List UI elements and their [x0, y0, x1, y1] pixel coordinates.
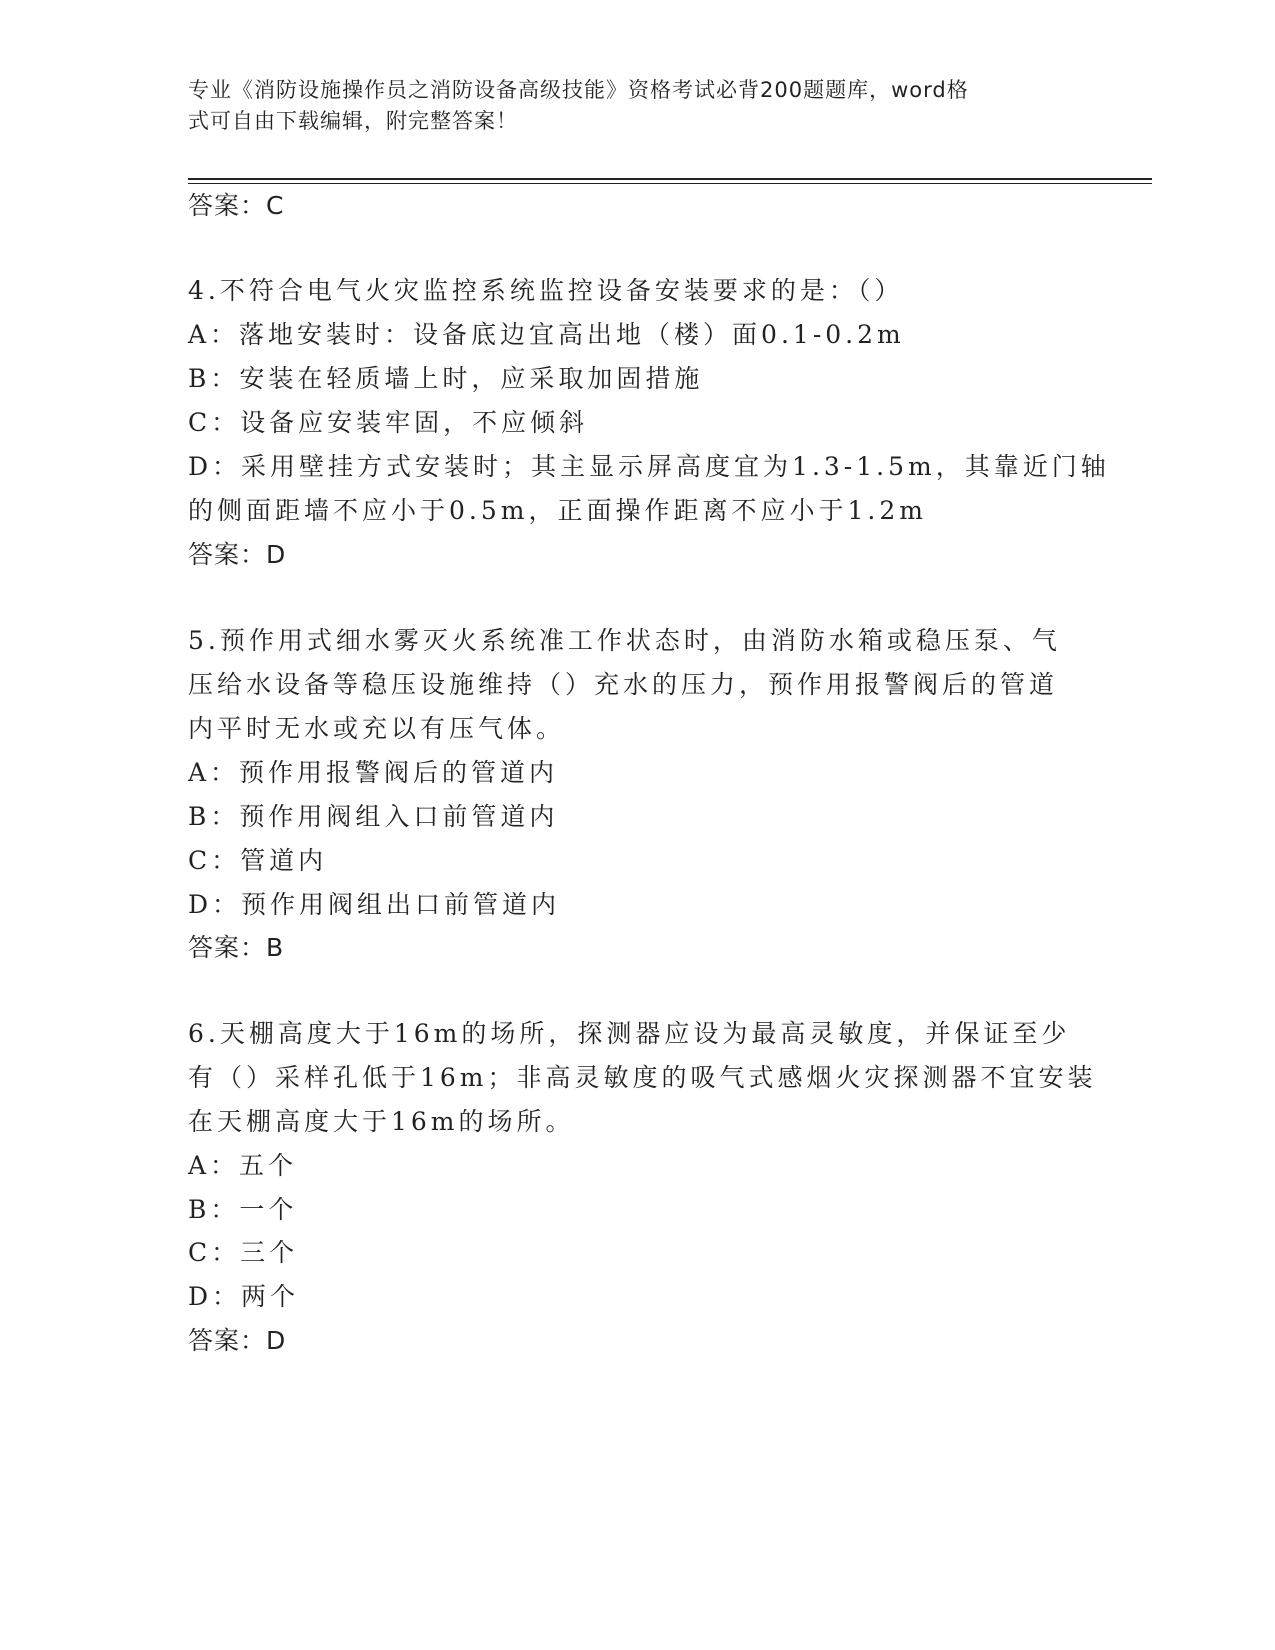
question-5-option-c: C：管道内 — [188, 846, 328, 875]
question-6-option-c: C：三个 — [188, 1238, 299, 1267]
question-6-option-a: A：五个 — [188, 1151, 298, 1180]
question-5-stem-1: 5.预作用式细水雾灭火系统准工作状态时，由消防水箱或稳压泵、气 — [188, 626, 1061, 655]
question-5-stem-2: 压给水设备等稳压设施维持（）充水的压力，预作用报警阀后的管道 — [188, 670, 1059, 699]
question-4-option-a: A：落地安装时：设备底边宜高出地（楼）面0.1-0.2m — [188, 320, 905, 349]
header-line-1: 专业《消防设施操作员之消防设备高级技能》资格考试必背200题题库，word格 — [188, 78, 969, 102]
question-4-option-d-cont: 的侧面距墙不应小于0.5m，正面操作距离不应小于1.2m — [188, 496, 927, 525]
question-5-stem-3: 内平时无水或充以有压气体。 — [188, 714, 566, 743]
question-6-stem-2: 有（）采样孔低于16m；非高灵敏度的吸气式感烟火灾探测器不宜安装 — [188, 1063, 1097, 1092]
question-5-option-a: A：预作用报警阀后的管道内 — [188, 758, 559, 787]
question-4-option-c: C：设备应安装牢固，不应倾斜 — [188, 408, 589, 437]
question-4-option-d: D：采用壁挂方式安装时；其主显示屏高度宜为1.3-1.5m，其靠近门轴 — [188, 452, 1110, 481]
question-6-option-b: B：一个 — [188, 1195, 298, 1224]
previous-answer: 答案：C — [188, 191, 285, 220]
question-4-option-b: B：安装在轻质墙上时，应采取加固措施 — [188, 364, 704, 393]
question-5-answer: 答案：B — [188, 933, 285, 962]
question-6-answer: 答案：D — [188, 1326, 287, 1355]
question-5-option-d: D：预作用阀组出口前管道内 — [188, 890, 561, 919]
document-header — [188, 75, 1088, 137]
header-line-2: 式可自由下载编辑，附完整答案！ — [188, 109, 518, 133]
question-4-stem: 4.不符合电气火灾监控系统监控设备安装要求的是：（） — [188, 276, 904, 305]
question-6-option-d: D：两个 — [188, 1282, 300, 1311]
question-6-stem-1: 6.天棚高度大于16m的场所，探测器应设为最高灵敏度，并保证至少 — [188, 1019, 1071, 1048]
header-divider — [188, 178, 1152, 180]
question-4-answer: 答案：D — [188, 540, 287, 569]
question-5-option-b: B：预作用阀组入口前管道内 — [188, 802, 559, 831]
question-6-stem-3: 在天棚高度大于16m的场所。 — [188, 1107, 575, 1136]
header-divider-thin — [188, 183, 1152, 184]
